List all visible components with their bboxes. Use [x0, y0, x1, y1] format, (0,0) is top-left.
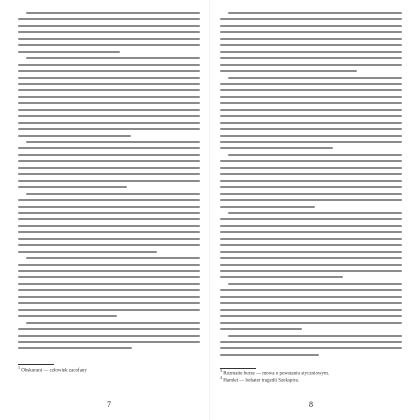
text-line	[220, 264, 402, 266]
text-line	[18, 31, 200, 33]
text-line	[18, 302, 200, 304]
text-line	[18, 335, 200, 337]
text-line	[18, 160, 200, 162]
text-line	[220, 193, 402, 195]
page-number-left: 7	[107, 400, 111, 409]
text-line	[220, 51, 402, 53]
text-line	[220, 315, 402, 317]
text-line	[220, 102, 402, 104]
text-line	[26, 12, 200, 14]
text-line	[220, 244, 402, 246]
text-line	[18, 276, 200, 278]
text-line	[220, 64, 402, 66]
text-line	[228, 335, 402, 337]
text-line	[220, 270, 402, 272]
text-line	[18, 154, 200, 156]
text-line	[220, 186, 402, 188]
text-line	[220, 180, 402, 182]
text-line	[220, 251, 402, 253]
text-line	[18, 264, 200, 266]
text-line	[228, 12, 402, 14]
footnote-text: Hamlet — bohater tragedii Szekspira.	[223, 378, 299, 384]
text-line	[18, 347, 132, 349]
text-line	[18, 180, 200, 182]
footnote-marker: 4	[220, 375, 222, 380]
page-number-right: 8	[309, 400, 313, 409]
text-line	[18, 115, 200, 117]
text-line	[220, 122, 402, 124]
text-line	[18, 283, 200, 285]
text-line	[26, 193, 200, 195]
text-line	[220, 354, 319, 356]
text-line	[220, 25, 402, 27]
text-line	[228, 154, 402, 156]
text-line	[220, 231, 402, 233]
text-line	[18, 128, 200, 130]
text-line	[220, 57, 402, 59]
text-line	[26, 57, 200, 59]
text-line	[18, 206, 200, 208]
text-line	[220, 322, 402, 324]
footnote-text: Obskurant — człowiek zacofany	[21, 368, 87, 374]
text-line	[220, 296, 402, 298]
text-line	[220, 302, 402, 304]
text-line	[18, 64, 200, 66]
text-line	[18, 251, 157, 253]
text-line	[220, 109, 402, 111]
text-line	[18, 212, 200, 214]
text-line	[18, 167, 200, 169]
text-line	[220, 96, 402, 98]
text-line	[220, 276, 343, 278]
text-line	[18, 328, 200, 330]
text-line	[26, 322, 200, 324]
footnote-marker: 3	[220, 368, 222, 373]
text-line	[18, 289, 200, 291]
text-line	[220, 135, 402, 137]
footnote-text: Rozmaite burze — mowa o powstaniu styczniowym.	[223, 371, 330, 377]
text-line	[18, 186, 127, 188]
right-footnote-4	[220, 375, 402, 385]
right-footnote-rule	[220, 368, 256, 369]
text-line	[18, 18, 200, 20]
text-line	[18, 296, 200, 298]
text-line	[220, 218, 402, 220]
text-line	[18, 70, 200, 72]
text-line	[220, 173, 402, 175]
text-line	[220, 141, 402, 143]
text-line	[18, 109, 200, 111]
text-line	[18, 51, 120, 53]
text-line	[26, 141, 200, 143]
text-line	[220, 199, 402, 201]
text-line	[18, 25, 200, 27]
text-line	[18, 270, 200, 272]
text-line	[220, 347, 402, 349]
text-line	[220, 328, 302, 330]
text-line	[18, 122, 200, 124]
text-line	[18, 96, 200, 98]
text-line	[220, 18, 402, 20]
text-line	[18, 238, 200, 240]
text-line	[220, 31, 402, 33]
text-line	[18, 341, 200, 343]
text-line	[26, 257, 200, 259]
text-line	[220, 257, 402, 259]
text-line	[18, 89, 200, 91]
text-line	[18, 38, 200, 40]
text-line	[220, 44, 402, 46]
text-line	[18, 225, 200, 227]
text-line	[220, 70, 357, 72]
text-line	[220, 167, 402, 169]
text-line	[220, 89, 402, 91]
text-line	[18, 199, 200, 201]
text-line	[220, 128, 402, 130]
right-footnote-3	[220, 368, 402, 378]
text-line	[220, 147, 333, 149]
text-line	[228, 283, 402, 285]
left-footnote-1	[18, 365, 200, 375]
text-line	[220, 289, 402, 291]
text-line	[220, 160, 402, 162]
text-line	[18, 102, 200, 104]
text-line	[18, 315, 117, 317]
text-line	[228, 77, 402, 79]
text-line	[18, 44, 200, 46]
footnote-marker: 1	[18, 365, 20, 370]
text-line	[18, 309, 200, 311]
left-page	[18, 8, 200, 410]
text-line	[18, 173, 200, 175]
text-line	[220, 206, 315, 208]
text-line	[18, 244, 200, 246]
text-line	[220, 341, 402, 343]
text-line	[18, 77, 200, 79]
left-footnote-rule	[18, 364, 54, 365]
text-line	[220, 83, 402, 85]
book-gutter	[209, 0, 210, 420]
text-line	[220, 115, 402, 117]
right-page	[220, 8, 402, 410]
text-line	[220, 309, 402, 311]
text-line	[18, 83, 200, 85]
text-line	[18, 147, 200, 149]
text-line	[18, 218, 200, 220]
text-line	[220, 38, 402, 40]
text-line	[228, 212, 402, 214]
text-line	[220, 238, 402, 240]
text-line	[18, 231, 200, 233]
text-line	[18, 135, 131, 137]
text-line	[220, 225, 402, 227]
